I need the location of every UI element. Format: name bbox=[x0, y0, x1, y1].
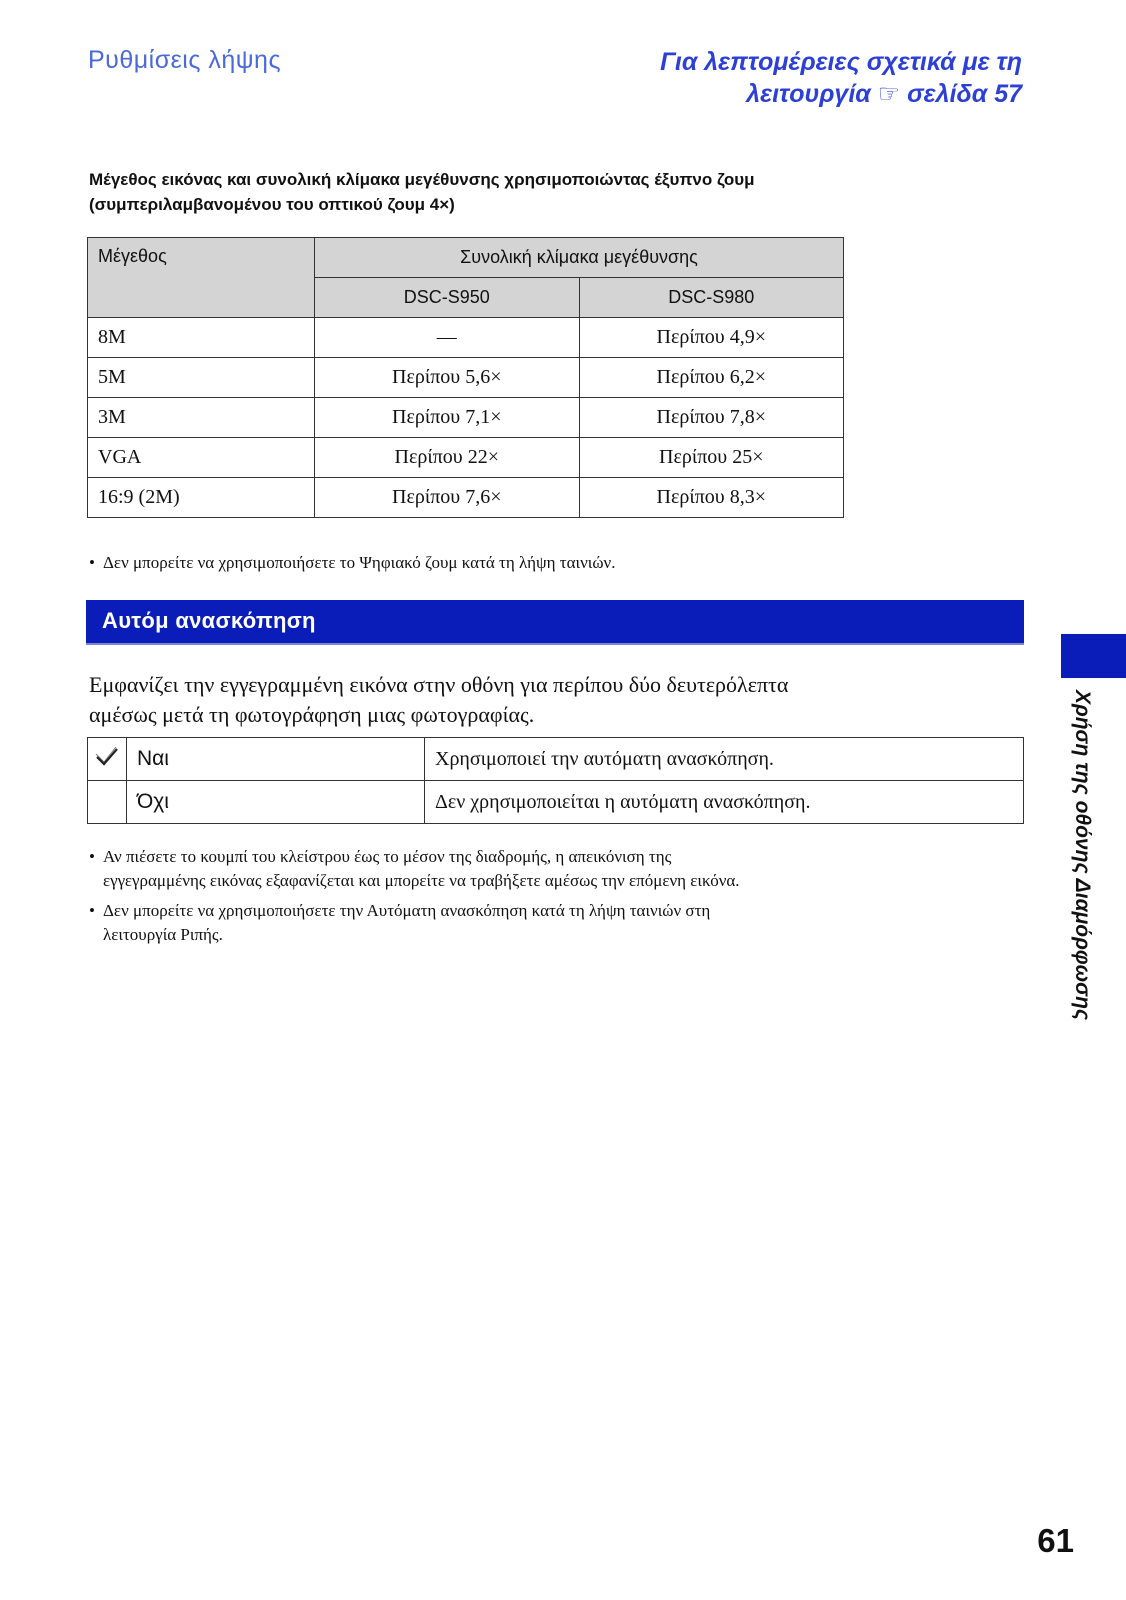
col-header-s980: DSC-S980 bbox=[579, 278, 844, 318]
review-section-title: Αυτόμ ανασκόπηση bbox=[102, 608, 316, 633]
zoom-table bbox=[87, 237, 844, 518]
option-row-no bbox=[88, 781, 1024, 824]
cell-s950: — bbox=[315, 318, 580, 358]
note-text bbox=[103, 899, 710, 947]
cell-size: 16:9 (2M) bbox=[88, 478, 315, 518]
note1-line2: εγγεγραμμένης εικόνας εξαφανίζεται και μπορείτε να τραβήξετε αμέσως την επόμενη εικόνα. bbox=[103, 871, 740, 890]
zoom-table-caption bbox=[89, 167, 989, 217]
cell-size: 5M bbox=[88, 358, 315, 398]
note2-line1: Δεν μπορείτε να χρησιμοποιήσετε την Αυτόματη ανασκόπηση κατά τη λήψη ταινιών στη bbox=[103, 901, 711, 920]
note1-line1: Αν πιέσετε το κουμπί του κλείστρου έως το μέσον της διαδρομής, η απεικόνιση της bbox=[103, 847, 672, 866]
col-header-s950: DSC-S950 bbox=[315, 278, 580, 318]
zoom-note bbox=[89, 552, 616, 574]
review-intro-line2: αμέσως μετά τη φωτογράφηση μιας φωτογραφίας. bbox=[89, 702, 535, 727]
zoom-note-text: Δεν μπορείτε να χρησιμοποιήσετε το Ψηφιακό ζουμ κατά τη λήψη ταινιών. bbox=[103, 553, 616, 572]
table-row bbox=[88, 438, 844, 478]
cell-s980: Περίπου 8,3× bbox=[579, 478, 844, 518]
table-row bbox=[88, 398, 844, 438]
cell-s980: Περίπου 6,2× bbox=[579, 358, 844, 398]
review-options-table bbox=[87, 737, 1024, 824]
bullet-icon: • bbox=[89, 901, 95, 920]
side-tab-marker bbox=[1061, 634, 1126, 678]
cell-size: 8M bbox=[88, 318, 315, 358]
bullet-icon: • bbox=[89, 553, 95, 572]
col-header-size: Μέγεθος bbox=[88, 238, 315, 318]
option-row-yes bbox=[88, 738, 1024, 781]
review-intro bbox=[89, 670, 1009, 730]
default-marker-cell bbox=[88, 781, 127, 824]
review-intro-line1: Εμφανίζει την εγγεγραμμένη εικόνα στην οθόνη για περίπου δύο δευτερόλεπτα bbox=[89, 672, 789, 697]
cell-s980: Περίπου 25× bbox=[579, 438, 844, 478]
zoom-caption-line1: Μέγεθος εικόνας και συνολική κλίμακα μεγέθυνσης χρησιμοποιώντας έξυπνο ζουμ bbox=[89, 170, 755, 189]
table-row bbox=[88, 478, 844, 518]
table-row bbox=[88, 318, 844, 358]
page-number: 61 bbox=[1037, 1522, 1074, 1559]
cell-size: VGA bbox=[88, 438, 315, 478]
page-reference-line2: λειτουργία ☞ σελίδα 57 bbox=[746, 80, 1022, 108]
cell-s980: Περίπου 4,9× bbox=[579, 318, 844, 358]
checkmark-icon bbox=[94, 756, 120, 773]
section-header: Ρυθμίσεις λήψης bbox=[88, 46, 282, 74]
cell-size: 3M bbox=[88, 398, 315, 438]
col-header-total: Συνολική κλίμακα μεγέθυνσης bbox=[315, 238, 844, 278]
note-text bbox=[103, 845, 740, 893]
page-reference-line1: Για λεπτομέρειες σχετικά με τη bbox=[660, 48, 1022, 76]
page-reference bbox=[542, 46, 1022, 110]
review-notes bbox=[89, 845, 1009, 947]
zoom-caption-line2: (συμπεριλαμβανομένου του οπτικού ζουμ 4×) bbox=[89, 195, 455, 214]
cell-s950: Περίπου 5,6× bbox=[315, 358, 580, 398]
cell-s950: Περίπου 7,6× bbox=[315, 478, 580, 518]
note2-line2: λειτουργία Ριπής. bbox=[103, 925, 223, 944]
option-description: Δεν χρησιμοποιείται η αυτόματη ανασκόπηση. bbox=[425, 781, 1024, 824]
list-item bbox=[89, 899, 1009, 947]
side-label: Χρήση της οθόνης Διαμόρφωσης bbox=[1071, 690, 1094, 1021]
option-label: Όχι bbox=[127, 781, 425, 824]
default-marker-cell bbox=[88, 738, 127, 781]
bullet-icon: • bbox=[89, 847, 95, 866]
table-row bbox=[88, 358, 844, 398]
cell-s950: Περίπου 7,1× bbox=[315, 398, 580, 438]
cell-s980: Περίπου 7,8× bbox=[579, 398, 844, 438]
review-section-bar bbox=[86, 600, 1024, 645]
cell-s950: Περίπου 22× bbox=[315, 438, 580, 478]
option-label: Ναι bbox=[127, 738, 425, 781]
option-description: Χρησιμοποιεί την αυτόματη ανασκόπηση. bbox=[425, 738, 1024, 781]
list-item bbox=[89, 845, 1009, 893]
